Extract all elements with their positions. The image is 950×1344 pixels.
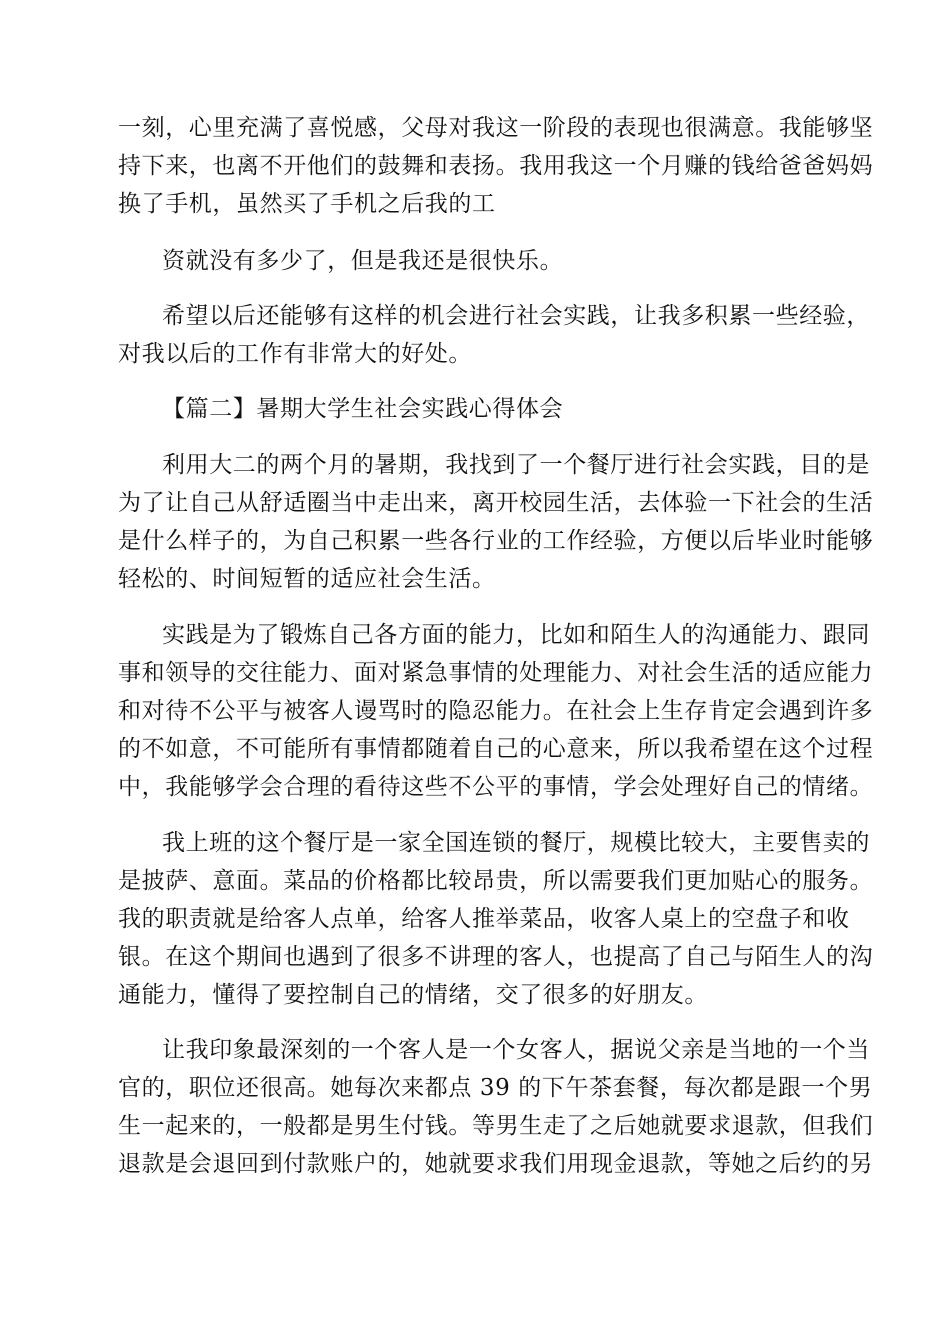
paragraph-6-line-1: 我上班的这个餐厅是一家全国连锁的餐厅，规模比较大，主要售卖的 [162, 830, 870, 856]
paragraph-7-line-1: 让我印象最深刻的一个客人是一个女客人，据说父亲是当地的一个当 [162, 1037, 870, 1063]
paragraph-7-line-3: 生一起来的，一般都是男生付钱。等男生走了之后她就要求退款，但我们 [118, 1113, 874, 1139]
paragraph-5-line-3: 和对待不公平与被客人谩骂时的隐忍能力。在社会上生存肯定会遇到许多 [118, 698, 874, 724]
paragraph-1-line-1: 一刻，心里充满了喜悦感，父母对我这一阶段的表现也很满意。我能够坚 [118, 115, 874, 141]
section-heading: 【篇二】暑期大学生社会实践心得体会 [162, 396, 564, 422]
paragraph-7-line-4: 退款是会退回到付款账户的，她就要求我们用现金退款，等她之后约的另 [118, 1151, 874, 1177]
paragraph-4-line-4: 轻松的、时间短暂的适应社会生活。 [118, 566, 496, 592]
paragraph-3-line-2: 对我以后的工作有非常大的好处。 [118, 341, 472, 367]
paragraph-5-line-5: 中，我能够学会合理的看待这些不公平的事情，学会处理好自己的情绪。 [118, 774, 874, 800]
paragraph-4-line-3: 是什么样子的，为自己积累一些各行业的工作经验，方便以后毕业时能够 [118, 528, 874, 554]
paragraph-1-line-2: 持下来，也离不开他们的鼓舞和表扬。我用我这一个月赚的钱给爸爸妈妈 [118, 153, 874, 179]
paragraph-4-line-1: 利用大二的两个月的暑期，我找到了一个餐厅进行社会实践，目的是 [162, 452, 870, 478]
paragraph-6-line-2: 是披萨、意面。菜品的价格都比较昂贵，所以需要我们更加贴心的服务。 [118, 868, 874, 894]
paragraph-3-line-1: 希望以后还能够有这样的机会进行社会实践，让我多积累一些经验， [162, 303, 870, 329]
paragraph-5-line-4: 的不如意，不可能所有事情都随着自己的心意来，所以我希望在这个过程 [118, 736, 874, 762]
paragraph-4-line-2: 为了让自己从舒适圈当中走出来，离开校园生活，去体验一下社会的生活 [118, 490, 874, 516]
paragraph-6-line-4: 银。在这个期间也遇到了很多不讲理的客人，也提高了自己与陌生人的沟 [118, 944, 874, 970]
paragraph-5-line-2: 事和领导的交往能力、面对紧急事情的处理能力、对社会生活的适应能力 [118, 660, 874, 686]
paragraph-2-line-1: 资就没有多少了，但是我还是很快乐。 [162, 248, 564, 274]
paragraph-1-line-3: 换了手机，虽然买了手机之后我的工 [118, 191, 496, 217]
paragraph-6-line-3: 我的职责就是给客人点单，给客人推举菜品，收客人桌上的空盘子和收 [118, 906, 850, 932]
paragraph-5-line-1: 实践是为了锻炼自己各方面的能力，比如和陌生人的沟通能力、跟同 [162, 622, 870, 648]
paragraph-6-line-5: 通能力，懂得了要控制自己的情绪，交了很多的好朋友。 [118, 982, 708, 1008]
paragraph-7-line-2: 官的，职位还很高。她每次来都点 39 的下午茶套餐，每次都是跟一个男 [118, 1075, 873, 1101]
